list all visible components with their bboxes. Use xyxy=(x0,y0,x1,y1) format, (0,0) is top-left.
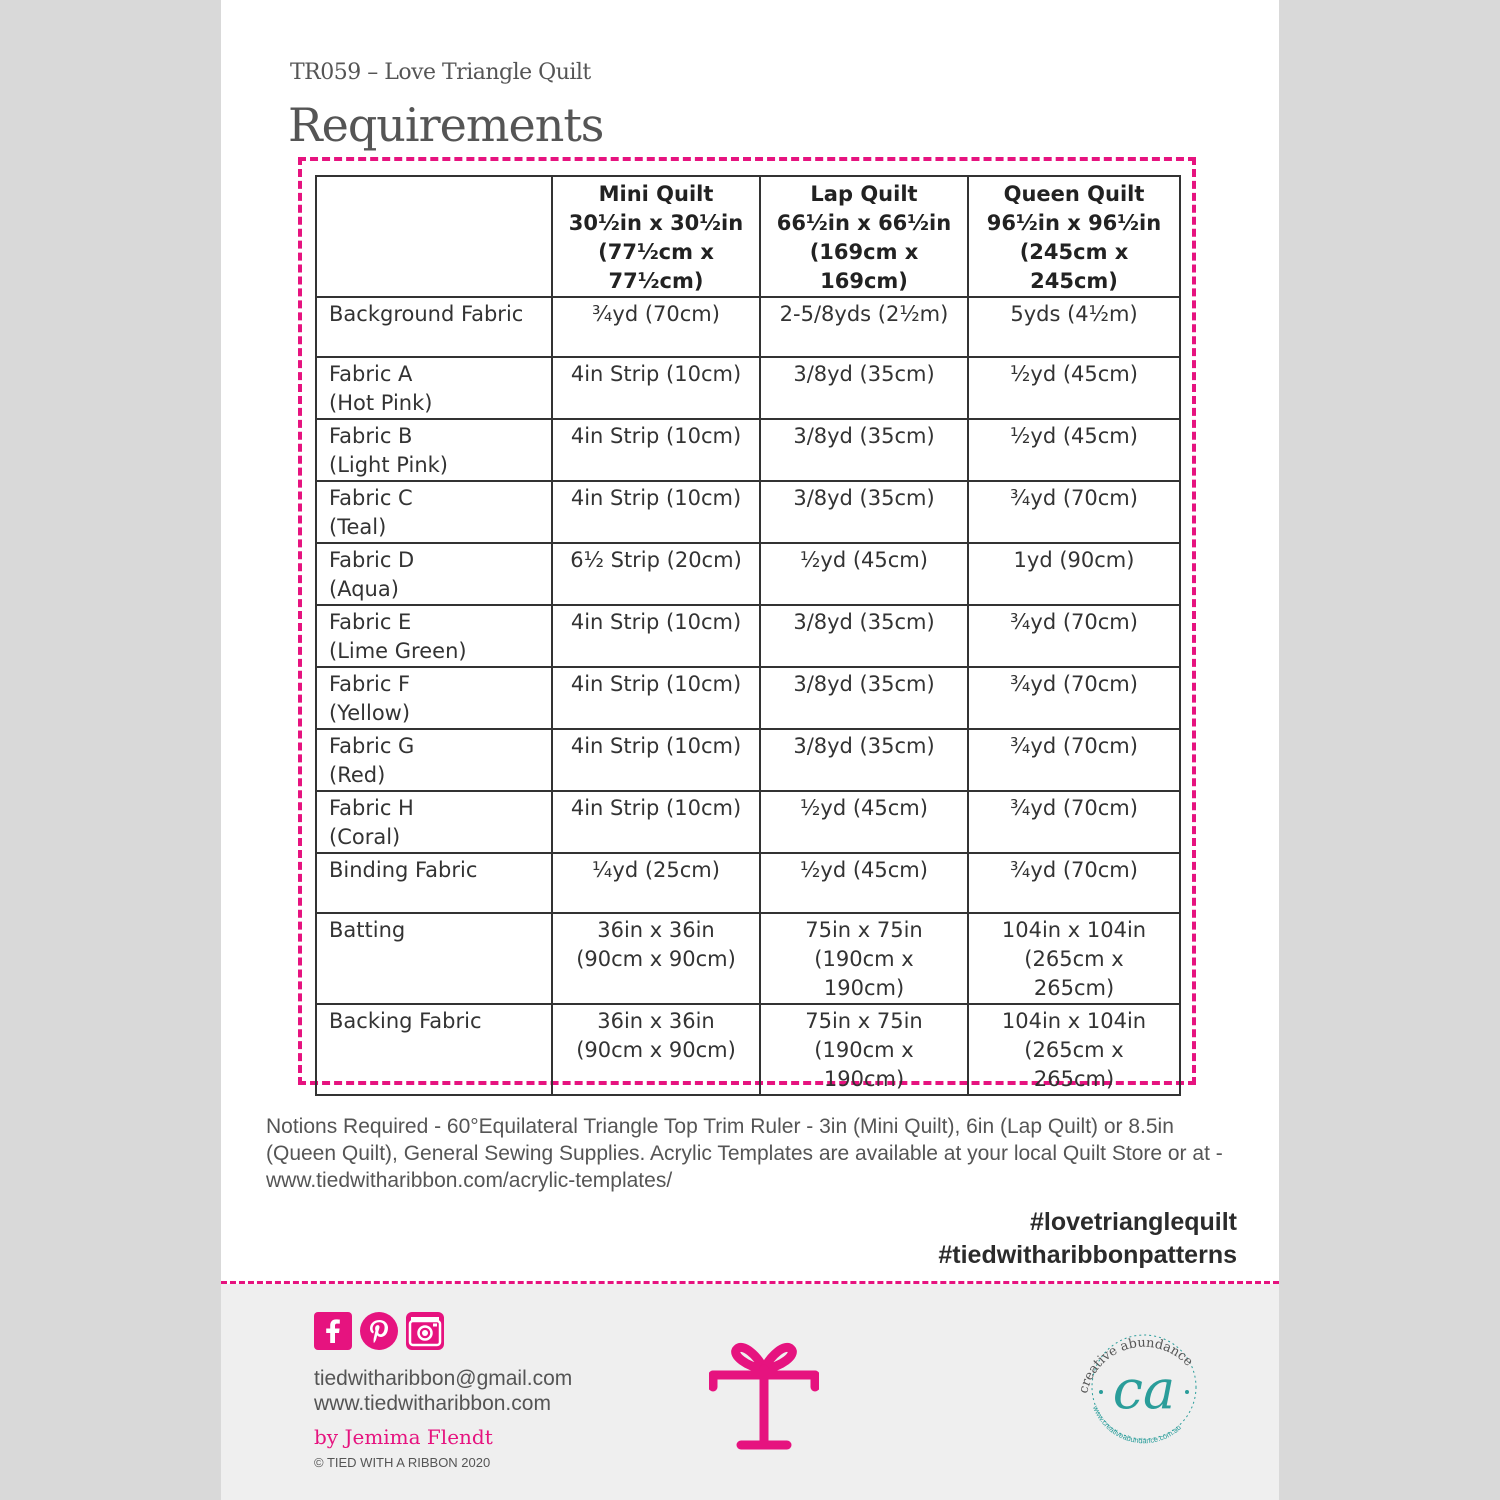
cell-lap: 3/8yd (35cm) xyxy=(760,605,968,667)
table-header-row xyxy=(316,176,1180,297)
pattern-page xyxy=(221,0,1279,1500)
row-label: Fabric E (Lime Green) xyxy=(316,605,552,667)
cell-lap: ½yd (45cm) xyxy=(760,543,968,605)
cell-queen: 104in x 104in (265cm x 265cm) xyxy=(968,1004,1180,1095)
copyright-text: © TIED WITH A RIBBON 2020 xyxy=(314,1455,491,1470)
cell-queen: ¾yd (70cm) xyxy=(968,481,1180,543)
cell-queen: ½yd (45cm) xyxy=(968,357,1180,419)
cell-queen: ¾yd (70cm) xyxy=(968,667,1180,729)
cell-queen: ¾yd (70cm) xyxy=(968,729,1180,791)
contact-info xyxy=(314,1366,572,1416)
cell-queen: 1yd (90cm) xyxy=(968,543,1180,605)
page-title: Requirements xyxy=(288,98,604,152)
header-lap-quilt: Lap Quilt 66½in x 66½in (169cm x 169cm) xyxy=(760,176,968,297)
row-label: Binding Fabric xyxy=(316,853,552,913)
header-queen-quilt: Queen Quilt 96½in x 96½in (245cm x 245cm) xyxy=(968,176,1180,297)
cell-lap: 3/8yd (35cm) xyxy=(760,357,968,419)
table-row xyxy=(316,791,1180,853)
cell-lap: 3/8yd (35cm) xyxy=(760,419,968,481)
cell-queen: ¾yd (70cm) xyxy=(968,853,1180,913)
pattern-subtitle: TR059 – Love Triangle Quilt xyxy=(290,60,591,85)
cell-mini: 36in x 36in (90cm x 90cm) xyxy=(552,913,760,1004)
cell-mini: 36in x 36in (90cm x 90cm) xyxy=(552,1004,760,1095)
cell-mini: ¾yd (70cm) xyxy=(552,297,760,357)
cell-lap: ½yd (45cm) xyxy=(760,791,968,853)
table-row xyxy=(316,913,1180,1004)
cell-mini: 4in Strip (10cm) xyxy=(552,667,760,729)
cell-mini: 4in Strip (10cm) xyxy=(552,357,760,419)
table-row xyxy=(316,481,1180,543)
email-link[interactable]: tiedwitharibbon@gmail.com xyxy=(314,1367,573,1390)
hashtag: #tiedwitharibbonpatterns xyxy=(938,1241,1237,1269)
creative-abundance-badge xyxy=(1069,1312,1219,1462)
gift-ribbon-logo xyxy=(709,1335,819,1453)
table-row xyxy=(316,1004,1180,1095)
table-row xyxy=(316,543,1180,605)
badge-monogram: ca xyxy=(1112,1358,1176,1421)
cell-lap: ½yd (45cm) xyxy=(760,853,968,913)
row-label: Fabric H (Coral) xyxy=(316,791,552,853)
table-row xyxy=(316,419,1180,481)
cell-mini: ¼yd (25cm) xyxy=(552,853,760,913)
cell-mini: 4in Strip (10cm) xyxy=(552,419,760,481)
badge-text: creative abundance xyxy=(1076,1335,1196,1396)
cell-mini: 4in Strip (10cm) xyxy=(552,605,760,667)
table-row xyxy=(316,853,1180,913)
notions-text: Notions Required - 60°Equilateral Triangle Top Trim Ruler - 3in (Mini Quilt), 6in (Lap Quilt) or 8.5in (Queen Quilt), General Sewing Supplies. Acrylic Templates are available at your local Quilt Store or at - www.tiedwitharibbon.com/acrylic-templates/ xyxy=(266,1115,1223,1192)
table-row xyxy=(316,667,1180,729)
table-body xyxy=(316,297,1180,1095)
row-label: Fabric B (Light Pink) xyxy=(316,419,552,481)
pinterest-icon[interactable] xyxy=(360,1312,398,1350)
cell-queen: 104in x 104in (265cm x 265cm) xyxy=(968,913,1180,1004)
cell-lap: 75in x 75in (190cm x 190cm) xyxy=(760,913,968,1004)
row-label: Fabric C (Teal) xyxy=(316,481,552,543)
cell-queen: 5yds (4½m) xyxy=(968,297,1180,357)
cell-mini: 4in Strip (10cm) xyxy=(552,481,760,543)
table-row xyxy=(316,297,1180,357)
hashtags xyxy=(938,1206,1237,1272)
header-empty-cell xyxy=(316,176,552,297)
table-row xyxy=(316,729,1180,791)
table-row xyxy=(316,605,1180,667)
cell-lap: 3/8yd (35cm) xyxy=(760,481,968,543)
cell-lap: 75in x 75in (190cm x 190cm) xyxy=(760,1004,968,1095)
cell-mini: 4in Strip (10cm) xyxy=(552,791,760,853)
cell-lap: 3/8yd (35cm) xyxy=(760,667,968,729)
row-label: Fabric A (Hot Pink) xyxy=(316,357,552,419)
row-label: Fabric G (Red) xyxy=(316,729,552,791)
author-byline: by Jemima Flendt xyxy=(314,1425,493,1449)
cell-queen: ½yd (45cm) xyxy=(968,419,1180,481)
cell-queen: ¾yd (70cm) xyxy=(968,605,1180,667)
badge-url: www.creativeabundance.com.au xyxy=(1091,1404,1183,1446)
instagram-icon[interactable] xyxy=(406,1312,444,1350)
cell-lap: 3/8yd (35cm) xyxy=(760,729,968,791)
header-mini-quilt: Mini Quilt 30½in x 30½in (77½cm x 77½cm) xyxy=(552,176,760,297)
row-label: Fabric D (Aqua) xyxy=(316,543,552,605)
row-label: Fabric F (Yellow) xyxy=(316,667,552,729)
social-icons xyxy=(314,1312,444,1350)
row-label: Backing Fabric xyxy=(316,1004,552,1095)
hashtag: #lovetrianglequilt xyxy=(1030,1208,1237,1236)
row-label: Batting xyxy=(316,913,552,1004)
website-link[interactable]: www.tiedwitharibbon.com xyxy=(314,1392,551,1415)
requirements-table xyxy=(315,175,1181,1096)
table-row xyxy=(316,357,1180,419)
cell-mini: 4in Strip (10cm) xyxy=(552,729,760,791)
cell-mini: 6½ Strip (20cm) xyxy=(552,543,760,605)
cell-queen: ¾yd (70cm) xyxy=(968,791,1180,853)
row-label: Background Fabric xyxy=(316,297,552,357)
facebook-icon[interactable] xyxy=(314,1312,352,1350)
cell-lap: 2-5/8yds (2½m) xyxy=(760,297,968,357)
